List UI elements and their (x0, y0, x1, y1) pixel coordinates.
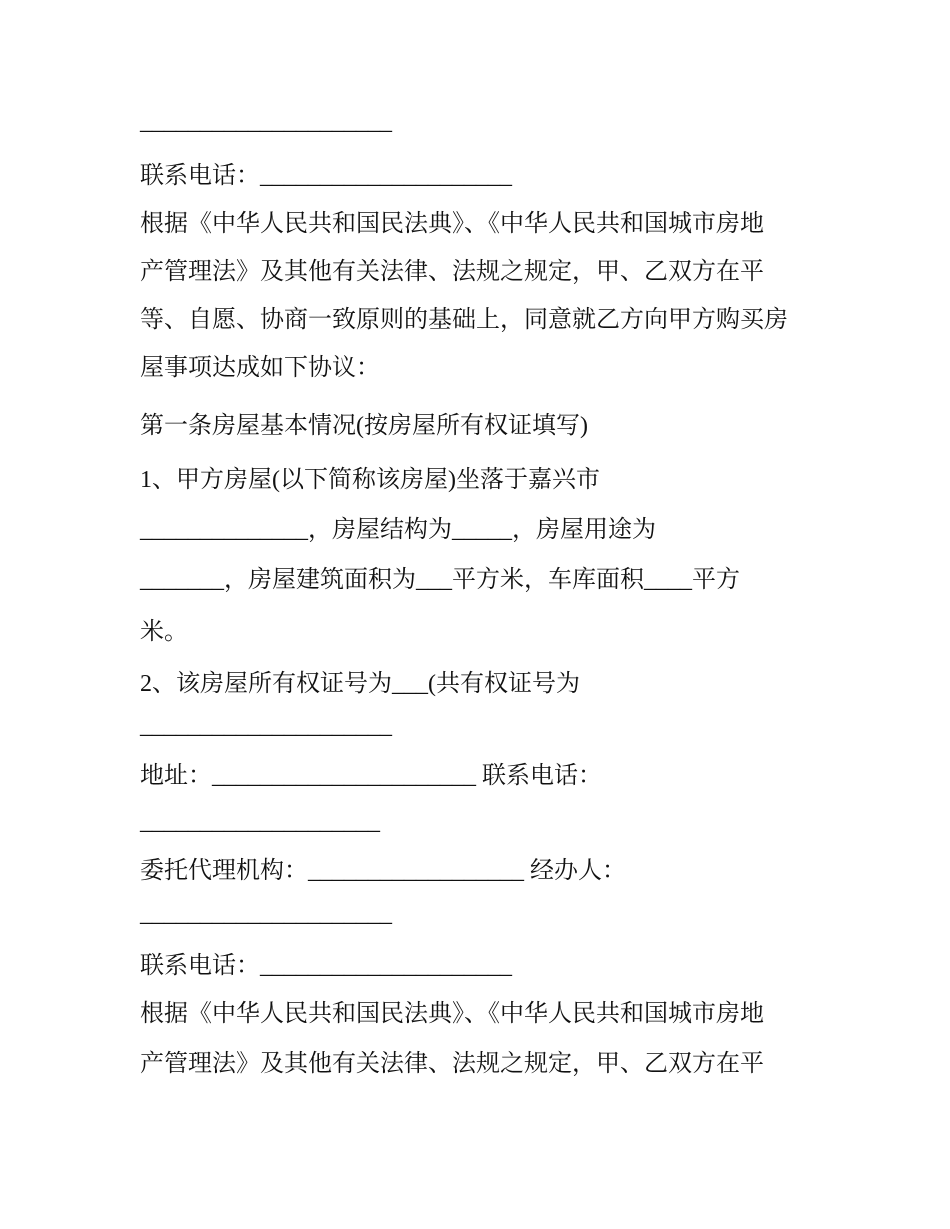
clause-line: 1、甲方房屋(以下简称该房屋)坐落于嘉兴市 (140, 467, 600, 493)
article-heading: 第一条房屋基本情况(按房屋所有权证填写) (140, 413, 588, 439)
clause-line: 2、该房屋所有权证号为___(共有权证号为 (140, 671, 580, 697)
paragraph-line: 屋事项达成如下协议： (140, 355, 380, 381)
paragraph-line: 根据《中华人民共和国民法典》、《中华人民共和国城市房地 (140, 211, 764, 237)
agency-line: 委托代理机构：__________________ 经办人： (140, 858, 626, 884)
blank-line: _____________________ (140, 901, 392, 927)
paragraph-line: 产管理法》及其他有关法律、法规之规定，甲、乙双方在平 (140, 259, 764, 285)
blank-line: _____________________ (140, 109, 392, 135)
clause-line: ______________，房屋结构为_____，房屋用途为 (140, 517, 656, 543)
paragraph-line: 产管理法》及其他有关法律、法规之规定，甲、乙双方在平 (140, 1051, 764, 1077)
clause-line: _______，房屋建筑面积为___平方米，车库面积____平方 (140, 567, 740, 593)
contact-phone-line: 联系电话：_____________________ (140, 953, 512, 979)
blank-line: _____________________ (140, 713, 392, 739)
contact-phone-line: 联系电话：_____________________ (140, 163, 512, 189)
paragraph-line: 根据《中华人民共和国民法典》、《中华人民共和国城市房地 (140, 1001, 764, 1027)
paragraph-line: 等、自愿、协商一致原则的基础上，同意就乙方向甲方购买房 (140, 307, 788, 333)
address-line: 地址：______________________ 联系电话： (140, 763, 602, 789)
clause-line: 米。 (140, 619, 188, 645)
blank-line: ____________________ (140, 809, 380, 835)
